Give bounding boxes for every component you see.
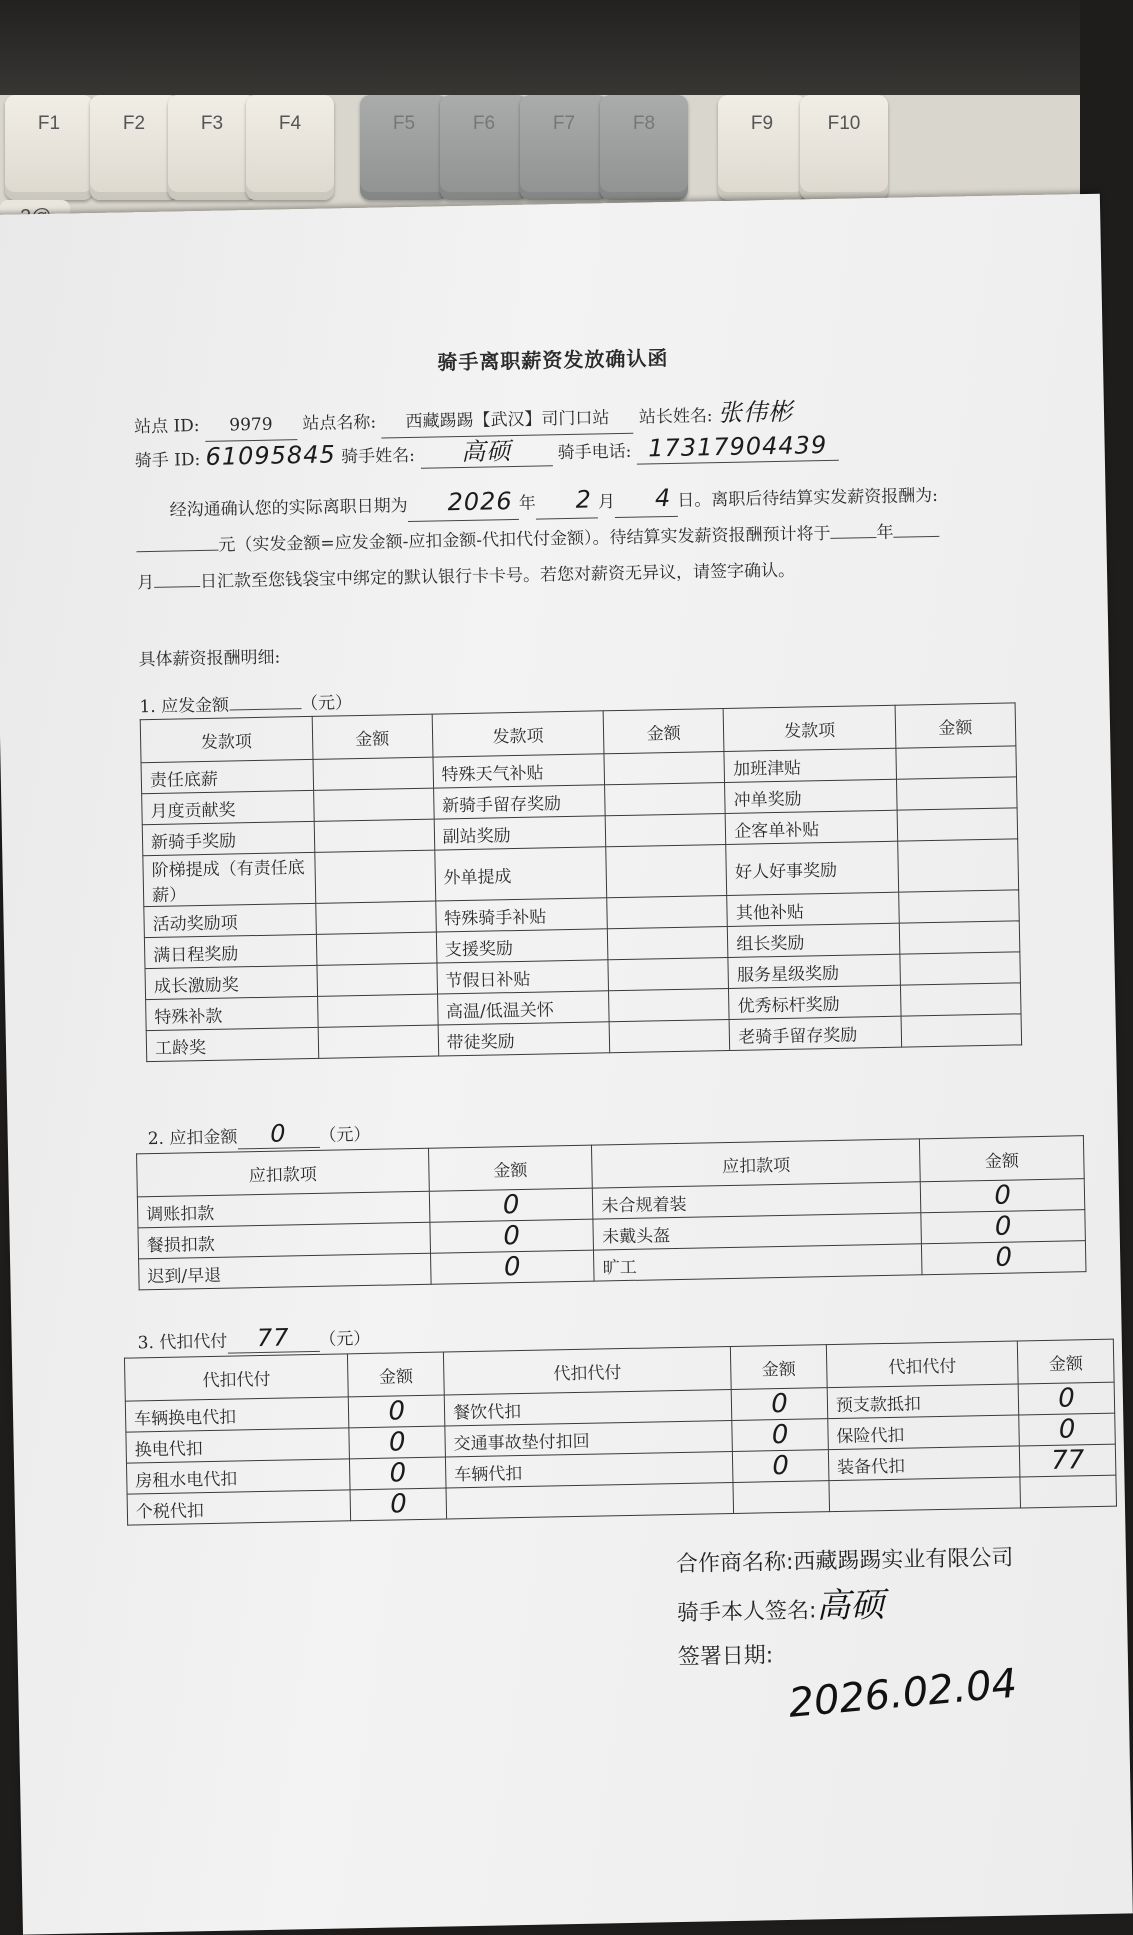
gross-pay-item-cell: 月度贡献奖 [142,790,314,824]
withholding-amount-cell: 0 [349,1426,445,1459]
gross-pay-amount-cell [313,788,434,821]
deduction-amount-cell: 0 [922,1241,1086,1275]
station-name-label: 站点名称: [302,412,377,435]
gross-pay-amount-cell [605,782,726,815]
section3-unit: （元） [319,1328,371,1350]
gross-pay-item-cell: 其他补贴 [727,892,899,926]
gross-pay-amount-cell [606,844,727,897]
gross-pay-item-cell: 组长奖励 [728,923,900,957]
signature-line [676,1580,1057,1636]
deduction-amount-cell: 0 [430,1250,594,1284]
key-f6: F6 [440,95,528,200]
date-label: 签署日期: [677,1643,774,1671]
gross-pay-item-cell: 特殊补款 [146,996,318,1030]
withholding-item-cell: 保险代扣 [828,1415,1020,1450]
leave-month: 2 [535,481,598,519]
para-rest1: 日。离职后待结算实发薪资报酬为: [677,485,939,511]
manager-label: 站长姓名: [638,406,713,428]
withholding-item-cell: 换电代扣 [126,1428,350,1463]
gross-pay-item-cell: 副站奖励 [434,816,606,850]
gross-pay-item-cell: 活动奖励项 [144,903,316,937]
withholding-header: 金额 [730,1345,827,1390]
gross-pay-amount-cell [900,983,1021,1016]
confirmation-paragraph: 经沟通确认您的实际离职日期为 2026 年 2 月 4 日。离职后待结算实发薪资报酬为:元（实发金额=应发金额-应扣金额-代扣代付金额）。待结算实发薪资报酬预计将于 年月 日汇款至您钱袋宝中绑定的默认银行卡卡号。若您对薪资无异议，请签字确认。 [135,475,957,602]
deduction-header: 金额 [920,1136,1085,1182]
gross-pay-amount-cell [607,926,728,959]
gross-pay-item-cell: 工龄奖 [146,1027,318,1061]
rider-id-label: 骑手 ID: [134,450,201,472]
footer-block [676,1536,1059,1728]
deduction-item-cell: 迟到/早退 [139,1253,431,1290]
key-f7: F7 [520,95,608,200]
gross-pay-item-cell: 新骑手留存奖励 [433,785,605,819]
withholding-amount-cell: 0 [349,1395,445,1428]
gross-pay-amount-cell [896,777,1017,810]
rider-name-handwritten: 高硕 [420,435,553,469]
withholding-amount-cell: 0 [1018,1382,1114,1415]
deduction-item-cell: 餐损扣款 [138,1222,430,1259]
gross-pay-amount-cell [896,746,1017,779]
rider-id-handwritten: 61095845 [205,440,336,471]
gross-pay-item-cell: 特殊骑手补贴 [435,898,607,932]
deduction-item-cell: 调账扣款 [137,1191,429,1228]
gross-pay-amount-cell [605,813,726,846]
withholding-amount-cell: 0 [1019,1413,1115,1446]
gross-pay-amount-cell [314,850,435,903]
gross-pay-amount-cell [314,819,435,852]
withholding-amount-cell [1020,1475,1116,1508]
withholding-item-cell: 餐饮代扣 [444,1389,732,1426]
deduction-amount-cell: 0 [429,1219,593,1253]
withholding-header: 代扣代付 [124,1354,348,1401]
deduction-table [136,1135,1086,1290]
gross-pay-amount-cell [897,808,1018,841]
gross-pay-amount-cell [608,957,729,990]
withholding-amount-cell: 0 [733,1450,829,1483]
withholding-item-cell [446,1482,734,1519]
gross-pay-header: 金额 [312,714,433,759]
gross-pay-item-cell: 加班津贴 [724,748,896,782]
gross-pay-header: 发款项 [140,716,312,762]
gross-pay-item-cell: 特殊天气补贴 [433,754,605,788]
key-f1: F1 [5,95,93,200]
gross-pay-amount-cell [607,895,728,928]
withholding-item-cell: 交通事故垫付扣回 [445,1420,733,1457]
gross-pay-item-cell: 服务星级奖励 [728,954,900,988]
section-intro: 具体薪资报酬明细: [138,647,281,671]
withholding-item-cell: 车辆换电代扣 [125,1397,349,1432]
rider-signature: 高硕 [815,1585,885,1627]
para-rest4: 月 [136,572,155,594]
gross-pay-item-cell: 支援奖励 [436,929,608,963]
partner-label: 合作商名称: [675,1549,794,1578]
gross-pay-item-cell: 外单提成 [434,847,606,901]
rider-phone-label: 骑手电话: [557,441,632,464]
gross-pay-item-cell: 冲单奖励 [725,779,897,813]
gross-pay-item-cell: 节假日补贴 [437,960,609,994]
deduction-item-cell: 未合规着装 [593,1182,921,1219]
gross-pay-item-cell: 满日程奖励 [144,934,316,968]
key-f2: F2 [90,95,178,200]
gross-pay-header: 发款项 [432,711,604,757]
withholding-amount-cell: 0 [732,1419,828,1452]
gross-pay-header: 发款项 [723,705,895,751]
gross-pay-item-cell: 优秀标杆奖励 [729,985,901,1019]
leave-day: 4 [615,480,678,518]
key-f5: F5 [360,95,448,200]
deduction-amount-cell: 0 [920,1179,1084,1213]
para-prefix: 经沟通确认您的实际离职日期为 [169,496,408,521]
section2-unit: （元） [319,1124,371,1146]
document-body [133,335,1085,1738]
gross-pay-item-cell: 成长激励奖 [145,965,317,999]
gross-pay-item-cell: 老骑手留存奖励 [729,1016,901,1050]
gross-pay-amount-cell [898,890,1019,923]
gross-pay-amount-cell [318,1025,439,1058]
blank-amount [136,550,218,553]
withholding-item-cell: 装备代扣 [828,1446,1020,1481]
withholding-header: 代扣代付 [826,1341,1018,1388]
rider-phone-handwritten: 17317904439 [636,430,839,465]
withholding-item-cell: 房租水电代扣 [126,1459,350,1494]
gross-pay-amount-cell [315,901,436,934]
key-f3: F3 [168,95,256,200]
withholding-amount-cell [733,1481,829,1514]
gross-pay-amount-cell [609,1019,730,1052]
section1-label: 1. 应发金额 [139,695,230,718]
withholding-table [124,1339,1117,1526]
para-rest3: 年 [876,522,894,544]
gross-pay-item-cell: 责任底薪 [141,759,313,793]
gross-pay-amount-cell [899,921,1020,954]
deduction-header: 应扣款项 [592,1139,920,1188]
gross-pay-item-cell: 阶梯提成（有责任底薪） [143,852,315,906]
withholding-header: 金额 [348,1352,445,1397]
document-title: 骑手离职薪资发放确认函 [437,346,669,375]
section1-blank [229,708,301,710]
section2-label: 2. 应扣金额 [147,1127,238,1150]
gross-pay-amount-cell [313,757,434,790]
gross-pay-table [140,702,1022,1062]
gross-pay-item-cell: 好人好事奖励 [726,841,898,895]
gross-pay-item-cell: 高温/低温关怀 [437,991,609,1025]
gross-pay-amount-cell [317,994,438,1027]
blank-day [154,586,200,588]
deduction-header: 应扣款项 [137,1148,429,1197]
deduction-amount-cell: 0 [429,1188,593,1222]
gross-pay-amount-cell [609,988,730,1021]
document-sheet [0,194,1133,1935]
gross-pay-amount-cell [604,752,725,785]
deduction-header: 金额 [428,1145,593,1191]
gross-pay-amount-cell [316,963,437,996]
gross-pay-item-cell: 企客单补贴 [725,810,897,844]
withholding-header: 金额 [1018,1339,1115,1384]
station-id-value: 9979 [205,409,298,442]
withholding-amount-cell: 0 [350,1457,446,1490]
gross-pay-header: 金额 [895,703,1016,748]
gross-pay-amount-cell [316,932,437,965]
gross-pay-header: 金额 [603,709,724,754]
gross-pay-amount-cell [901,1014,1022,1047]
section1-unit: （元） [300,693,353,715]
para-rest2: 元（实发金额=应发金额-应扣金额-代扣代付金额）。待结算实发薪资报酬预计将于 [218,523,831,556]
blank-year [831,537,877,539]
withholding-item-cell: 预支款抵扣 [827,1384,1019,1419]
key-f10: F10 [800,95,888,200]
withholding-item-cell: 个税代扣 [127,1490,351,1525]
sign-date-handwritten: 2026.02.04 [786,1660,1019,1727]
gross-pay-item-cell: 新骑手奖励 [142,821,314,855]
date-line [677,1629,1059,1728]
station-name-value: 西藏踢踢【武汉】司门口站 [381,403,634,439]
section3-label: 3. 代扣代付 [137,1331,228,1354]
withholding-header: 代扣代付 [443,1346,731,1395]
deduction-item-cell: 未戴头盔 [593,1213,921,1250]
withholding-amount-cell: 77 [1020,1444,1116,1477]
blank-month [894,536,940,538]
withholding-item-cell: 车辆代扣 [445,1451,733,1488]
section2-value: 0 [237,1119,320,1150]
manager-name-handwritten: 张伟彬 [717,397,794,428]
gross-pay-amount-cell [900,952,1021,985]
withholding-amount-cell: 0 [350,1488,446,1521]
rider-name-label: 骑手姓名: [340,445,416,468]
gross-pay-amount-cell [898,839,1019,892]
withholding-item-cell [829,1477,1021,1512]
deduction-item-cell: 旷工 [594,1244,922,1281]
partner-name: 西藏踢踢实业有限公司 [793,1545,1014,1575]
station-id-label: 站点 ID: [133,416,200,438]
deduction-amount-cell: 0 [921,1210,1085,1244]
signature-label: 骑手本人签名: [676,1598,817,1627]
para-rest5: 日汇款至您钱袋宝中绑定的默认银行卡卡号。若您对薪资无异议，请签字确认。 [199,560,796,593]
withholding-amount-cell: 0 [731,1388,827,1421]
key-f9: F9 [718,95,806,200]
section3-value: 77 [227,1323,320,1354]
key-f8: F8 [600,95,688,200]
leave-year: 2026 [407,483,519,522]
partner-line [676,1536,1057,1587]
gross-pay-item-cell: 带徒奖励 [438,1022,610,1056]
key-f4: F4 [246,95,334,200]
